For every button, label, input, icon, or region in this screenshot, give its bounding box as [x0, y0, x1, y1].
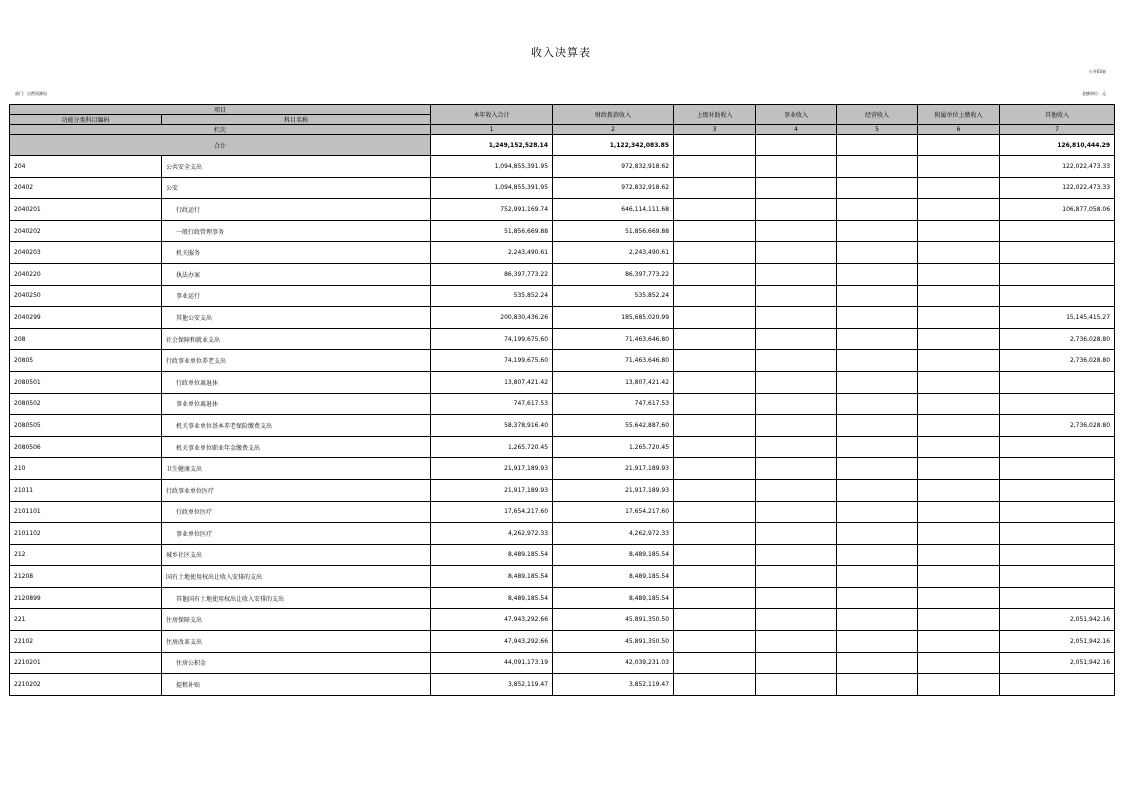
amount-cell — [918, 458, 1000, 480]
total-cell — [837, 135, 918, 156]
subject-name: 公安 — [162, 177, 431, 199]
subject-name: 机关服务 — [162, 242, 431, 264]
amount-cell — [837, 609, 918, 631]
table-row — [10, 587, 1115, 609]
amount-cell — [756, 523, 837, 545]
amount-cell: 2,736,028.80 — [1000, 328, 1115, 350]
subject-code: 2040201 — [10, 199, 162, 221]
amount-cell: 106,877,058.06 — [1000, 199, 1115, 221]
amount-cell — [918, 285, 1000, 307]
amount-cell: 44,091,173.19 — [431, 652, 553, 674]
amount-cell: 2,736,028.80 — [1000, 350, 1115, 372]
amount-cell: 58,378,916.40 — [431, 415, 553, 437]
sequence-number: 7 — [1000, 125, 1115, 135]
amount-cell: 13,807,421.42 — [431, 371, 553, 393]
amount-cell: 8,489,185.54 — [553, 566, 674, 588]
subject-code: 21011 — [10, 479, 162, 501]
subject-name: 行政事业单位养老支出 — [162, 350, 431, 372]
subject-code: 2040202 — [10, 220, 162, 242]
amount-cell — [837, 544, 918, 566]
table-row — [10, 156, 1115, 178]
amount-cell — [674, 415, 756, 437]
page-title: 收入决算表 — [531, 46, 591, 59]
amount-cell — [756, 199, 837, 221]
sequence-number: 6 — [918, 125, 1000, 135]
amount-cell: 3,852,119.47 — [553, 674, 674, 696]
subject-code: 2101101 — [10, 501, 162, 523]
amount-cell — [918, 566, 1000, 588]
amount-cell — [837, 436, 918, 458]
amount-cell: 47,943,292.66 — [431, 609, 553, 631]
col-header-fiscal-allocation: 财政拨款收入 — [553, 105, 674, 125]
amount-cell — [674, 393, 756, 415]
amount-cell: 21,917,189.93 — [431, 458, 553, 480]
subject-name: 住房改革支出 — [162, 631, 431, 653]
amount-cell — [674, 631, 756, 653]
table-row — [10, 393, 1115, 415]
amount-cell — [837, 307, 918, 329]
amount-cell — [918, 415, 1000, 437]
income-settlement-table — [9, 104, 1115, 696]
amount-cell — [918, 156, 1000, 178]
amount-cell — [674, 350, 756, 372]
subject-code: 22102 — [10, 631, 162, 653]
amount-cell — [1000, 566, 1115, 588]
amount-cell — [837, 285, 918, 307]
col-header-business-income: 事业收入 — [756, 105, 837, 125]
amount-cell: 4,262,972.33 — [431, 523, 553, 545]
amount-cell — [756, 566, 837, 588]
amount-cell: 8,489,185.54 — [431, 566, 553, 588]
amount-cell — [1000, 263, 1115, 285]
amount-cell — [674, 156, 756, 178]
amount-cell — [837, 587, 918, 609]
amount-cell: 535,852.24 — [431, 285, 553, 307]
amount-cell — [674, 458, 756, 480]
amount-cell: 535,852.24 — [553, 285, 674, 307]
amount-cell: 55,642,887.60 — [553, 415, 674, 437]
amount-cell: 4,262,972.33 — [553, 523, 674, 545]
sequence-number: 2 — [553, 125, 674, 135]
subject-code: 2040250 — [10, 285, 162, 307]
subject-code: 2120899 — [10, 587, 162, 609]
amount-cell: 1,265,720.45 — [431, 436, 553, 458]
amount-cell: 2,051,942.16 — [1000, 631, 1115, 653]
amount-cell — [918, 242, 1000, 264]
subject-code: 212 — [10, 544, 162, 566]
subject-name: 行政运行 — [162, 199, 431, 221]
amount-cell — [674, 544, 756, 566]
amount-cell: 2,736,028.80 — [1000, 415, 1115, 437]
subject-code: 2210202 — [10, 674, 162, 696]
amount-cell — [837, 566, 918, 588]
amount-cell — [756, 220, 837, 242]
amount-cell: 122,022,473.33 — [1000, 177, 1115, 199]
amount-cell — [674, 307, 756, 329]
amount-cell — [756, 587, 837, 609]
amount-cell — [837, 220, 918, 242]
amount-cell — [756, 458, 837, 480]
amount-cell — [1000, 436, 1115, 458]
amount-cell — [918, 220, 1000, 242]
table-row — [10, 263, 1115, 285]
total-cell: 1,249,152,528.14 — [431, 135, 553, 156]
subject-name: 城乡社区支出 — [162, 544, 431, 566]
amount-cell — [756, 415, 837, 437]
code-header: 功能分类科目编码 — [10, 115, 162, 125]
amount-cell: 752,991,169.74 — [431, 199, 553, 221]
department-label: 部门：自然资源局 — [15, 91, 47, 96]
amount-cell: 74,199,675.60 — [431, 350, 553, 372]
amount-cell — [837, 479, 918, 501]
amount-cell — [918, 587, 1000, 609]
amount-cell — [918, 652, 1000, 674]
total-label: 合计 — [10, 135, 431, 156]
amount-cell — [1000, 220, 1115, 242]
subject-name: 公共安全支出 — [162, 156, 431, 178]
amount-cell — [756, 307, 837, 329]
table-row — [10, 220, 1115, 242]
subject-code: 2210201 — [10, 652, 162, 674]
col-header-affiliate-income: 附属单位上缴收入 — [918, 105, 1000, 125]
amount-cell: 8,489,185.54 — [553, 544, 674, 566]
amount-cell — [918, 609, 1000, 631]
amount-cell — [918, 328, 1000, 350]
table-row — [10, 285, 1115, 307]
sequence-number: 1 — [431, 125, 553, 135]
amount-cell: 47,943,292.66 — [431, 631, 553, 653]
amount-cell — [918, 674, 1000, 696]
subject-name: 国有土地使用权出让收入安排的支出 — [162, 566, 431, 588]
amount-cell — [837, 156, 918, 178]
col-header-total-income: 本年收入合计 — [431, 105, 553, 125]
subject-code: 2080502 — [10, 393, 162, 415]
amount-cell — [674, 479, 756, 501]
table-row — [10, 328, 1115, 350]
amount-cell: 86,397,773.22 — [553, 263, 674, 285]
amount-cell — [837, 371, 918, 393]
total-cell — [756, 135, 837, 156]
amount-cell — [837, 242, 918, 264]
amount-cell: 1,094,855,391.95 — [431, 156, 553, 178]
amount-cell — [756, 242, 837, 264]
subject-code: 2080506 — [10, 436, 162, 458]
amount-cell: 21,917,189.93 — [553, 458, 674, 480]
amount-cell — [918, 479, 1000, 501]
amount-cell — [837, 674, 918, 696]
subject-name: 事业单位离退休 — [162, 393, 431, 415]
amount-cell: 3,852,119.47 — [431, 674, 553, 696]
amount-cell — [918, 307, 1000, 329]
amount-cell — [674, 263, 756, 285]
table-row — [10, 177, 1115, 199]
amount-cell — [756, 393, 837, 415]
amount-cell — [918, 631, 1000, 653]
subject-name: 事业单位医疗 — [162, 523, 431, 545]
amount-cell — [674, 566, 756, 588]
table-row — [10, 415, 1115, 437]
subject-code: 2040220 — [10, 263, 162, 285]
table-row — [10, 609, 1115, 631]
amount-cell — [837, 393, 918, 415]
amount-cell: 2,051,942.16 — [1000, 652, 1115, 674]
subject-name: 住房公积金 — [162, 652, 431, 674]
amount-cell — [756, 674, 837, 696]
total-cell: 1,122,342,083.85 — [553, 135, 674, 156]
project-header: 项目 — [10, 105, 431, 115]
amount-cell: 71,463,646.80 — [553, 350, 674, 372]
subject-name: 行政单位离退休 — [162, 371, 431, 393]
amount-cell — [674, 501, 756, 523]
header-row-sequence — [10, 125, 1115, 135]
amount-cell: 646,114,111.68 — [553, 199, 674, 221]
amount-cell: 8,489,185.54 — [431, 544, 553, 566]
subject-name: 社会保障和就业支出 — [162, 328, 431, 350]
amount-cell: 1,094,855,391.95 — [431, 177, 553, 199]
table-row — [10, 631, 1115, 653]
subject-name: 卫生健康支出 — [162, 458, 431, 480]
table-row — [10, 523, 1115, 545]
amount-cell — [1000, 523, 1115, 545]
amount-cell: 42,039,231.03 — [553, 652, 674, 674]
subject-name: 其他公安支出 — [162, 307, 431, 329]
amount-cell — [756, 501, 837, 523]
table-row — [10, 652, 1115, 674]
amount-cell: 747,617.53 — [431, 393, 553, 415]
amount-cell — [918, 544, 1000, 566]
amount-cell — [918, 523, 1000, 545]
amount-cell — [756, 631, 837, 653]
total-row — [10, 135, 1115, 156]
amount-cell: 200,830,436.26 — [431, 307, 553, 329]
subject-name: 一般行政管理事务 — [162, 220, 431, 242]
subject-code: 208 — [10, 328, 162, 350]
amount-cell — [674, 436, 756, 458]
amount-cell — [837, 177, 918, 199]
subject-code: 2040299 — [10, 307, 162, 329]
sequence-number: 4 — [756, 125, 837, 135]
amount-cell — [918, 501, 1000, 523]
amount-cell — [918, 436, 1000, 458]
amount-cell — [756, 436, 837, 458]
amount-cell: 45,891,350.50 — [553, 609, 674, 631]
total-cell: 126,810,444.29 — [1000, 135, 1115, 156]
amount-cell: 122,022,473.33 — [1000, 156, 1115, 178]
amount-cell — [756, 479, 837, 501]
amount-cell — [918, 177, 1000, 199]
amount-cell — [837, 458, 918, 480]
amount-cell — [918, 263, 1000, 285]
amount-cell — [756, 371, 837, 393]
subject-code: 2080501 — [10, 371, 162, 393]
amount-cell — [1000, 371, 1115, 393]
amount-cell — [756, 177, 837, 199]
amount-cell — [756, 350, 837, 372]
table-row — [10, 436, 1115, 458]
amount-cell: 74,199,675.60 — [431, 328, 553, 350]
amount-cell: 185,685,020.99 — [553, 307, 674, 329]
amount-cell: 51,856,669.88 — [431, 220, 553, 242]
amount-cell: 17,654,217.60 — [431, 501, 553, 523]
amount-cell — [756, 285, 837, 307]
subject-name: 事业运行 — [162, 285, 431, 307]
amount-cell — [674, 328, 756, 350]
table-row — [10, 350, 1115, 372]
subject-name: 行政事业单位医疗 — [162, 479, 431, 501]
currency-unit-label: 金额单位：元 — [1082, 91, 1106, 96]
amount-cell: 8,489,185.54 — [553, 587, 674, 609]
amount-cell — [756, 156, 837, 178]
amount-cell — [756, 328, 837, 350]
amount-cell: 2,243,490.61 — [431, 242, 553, 264]
amount-cell — [837, 501, 918, 523]
amount-cell — [837, 652, 918, 674]
table-row — [10, 458, 1115, 480]
amount-cell — [1000, 393, 1115, 415]
table-row — [10, 371, 1115, 393]
amount-cell — [918, 371, 1000, 393]
amount-cell — [674, 177, 756, 199]
subject-name: 机关事业单位职业年金缴费支出 — [162, 436, 431, 458]
sequence-number: 5 — [837, 125, 918, 135]
table-row — [10, 242, 1115, 264]
subject-name: 执法办案 — [162, 263, 431, 285]
amount-cell — [1000, 587, 1115, 609]
subject-name: 其他国有土地使用权出让收入安排的支出 — [162, 587, 431, 609]
amount-cell — [1000, 674, 1115, 696]
amount-cell — [837, 199, 918, 221]
amount-cell — [674, 220, 756, 242]
amount-cell: 747,617.53 — [553, 393, 674, 415]
total-cell — [918, 135, 1000, 156]
amount-cell — [756, 652, 837, 674]
table-row — [10, 674, 1115, 696]
amount-cell: 21,917,189.93 — [431, 479, 553, 501]
amount-cell — [674, 285, 756, 307]
amount-cell: 15,145,415.27 — [1000, 307, 1115, 329]
subject-name: 提租补贴 — [162, 674, 431, 696]
amount-cell — [674, 523, 756, 545]
amount-cell — [837, 631, 918, 653]
subject-code: 204 — [10, 156, 162, 178]
table-row — [10, 501, 1115, 523]
total-cell — [674, 135, 756, 156]
amount-cell — [1000, 479, 1115, 501]
amount-cell — [837, 328, 918, 350]
amount-cell — [756, 609, 837, 631]
amount-cell — [674, 587, 756, 609]
amount-cell — [918, 350, 1000, 372]
amount-cell: 17,654,217.60 — [553, 501, 674, 523]
amount-cell: 71,463,646.80 — [553, 328, 674, 350]
subject-code: 2040203 — [10, 242, 162, 264]
amount-cell: 45,891,350.50 — [553, 631, 674, 653]
amount-cell — [837, 523, 918, 545]
amount-cell — [674, 199, 756, 221]
amount-cell: 86,397,773.22 — [431, 263, 553, 285]
amount-cell: 51,856,669.88 — [553, 220, 674, 242]
amount-cell: 8,489,185.54 — [431, 587, 553, 609]
col-header-operating-income: 经营收入 — [837, 105, 918, 125]
header-row-project — [10, 105, 1115, 115]
amount-cell — [837, 350, 918, 372]
sequence-label: 栏次 — [10, 125, 431, 135]
amount-cell — [1000, 544, 1115, 566]
amount-cell: 2,051,942.16 — [1000, 609, 1115, 631]
subject-code: 21208 — [10, 566, 162, 588]
subject-code: 20402 — [10, 177, 162, 199]
amount-cell — [756, 544, 837, 566]
amount-cell — [674, 609, 756, 631]
amount-cell: 972,832,918.62 — [553, 177, 674, 199]
amount-cell — [674, 371, 756, 393]
amount-cell: 21,917,189.93 — [553, 479, 674, 501]
col-header-other-income: 其他收入 — [1000, 105, 1115, 125]
amount-cell — [1000, 242, 1115, 264]
col-header-superior-subsidy: 上级补助收入 — [674, 105, 756, 125]
amount-cell: 1,265,720.45 — [553, 436, 674, 458]
amount-cell — [918, 199, 1000, 221]
amount-cell: 13,807,421.42 — [553, 371, 674, 393]
table-row — [10, 566, 1115, 588]
table-row — [10, 479, 1115, 501]
table-row — [10, 199, 1115, 221]
subject-name: 行政单位医疗 — [162, 501, 431, 523]
amount-cell — [674, 652, 756, 674]
subject-name: 机关事业单位基本养老保险缴费支出 — [162, 415, 431, 437]
amount-cell — [918, 393, 1000, 415]
amount-cell: 2,243,490.61 — [553, 242, 674, 264]
amount-cell — [1000, 285, 1115, 307]
subject-code: 210 — [10, 458, 162, 480]
form-number: 公开03表 — [1088, 69, 1106, 74]
subject-code: 20805 — [10, 350, 162, 372]
name-header: 科目名称 — [162, 115, 431, 125]
sequence-number: 3 — [674, 125, 756, 135]
amount-cell — [674, 674, 756, 696]
table-row — [10, 307, 1115, 329]
amount-cell — [837, 263, 918, 285]
subject-name: 住房保障支出 — [162, 609, 431, 631]
table-row — [10, 544, 1115, 566]
amount-cell — [1000, 458, 1115, 480]
amount-cell — [837, 415, 918, 437]
amount-cell — [756, 263, 837, 285]
amount-cell — [1000, 501, 1115, 523]
table-body — [10, 156, 1115, 696]
subject-code: 221 — [10, 609, 162, 631]
subject-code: 2080505 — [10, 415, 162, 437]
amount-cell — [674, 242, 756, 264]
amount-cell: 972,832,918.62 — [553, 156, 674, 178]
subject-code: 2101102 — [10, 523, 162, 545]
